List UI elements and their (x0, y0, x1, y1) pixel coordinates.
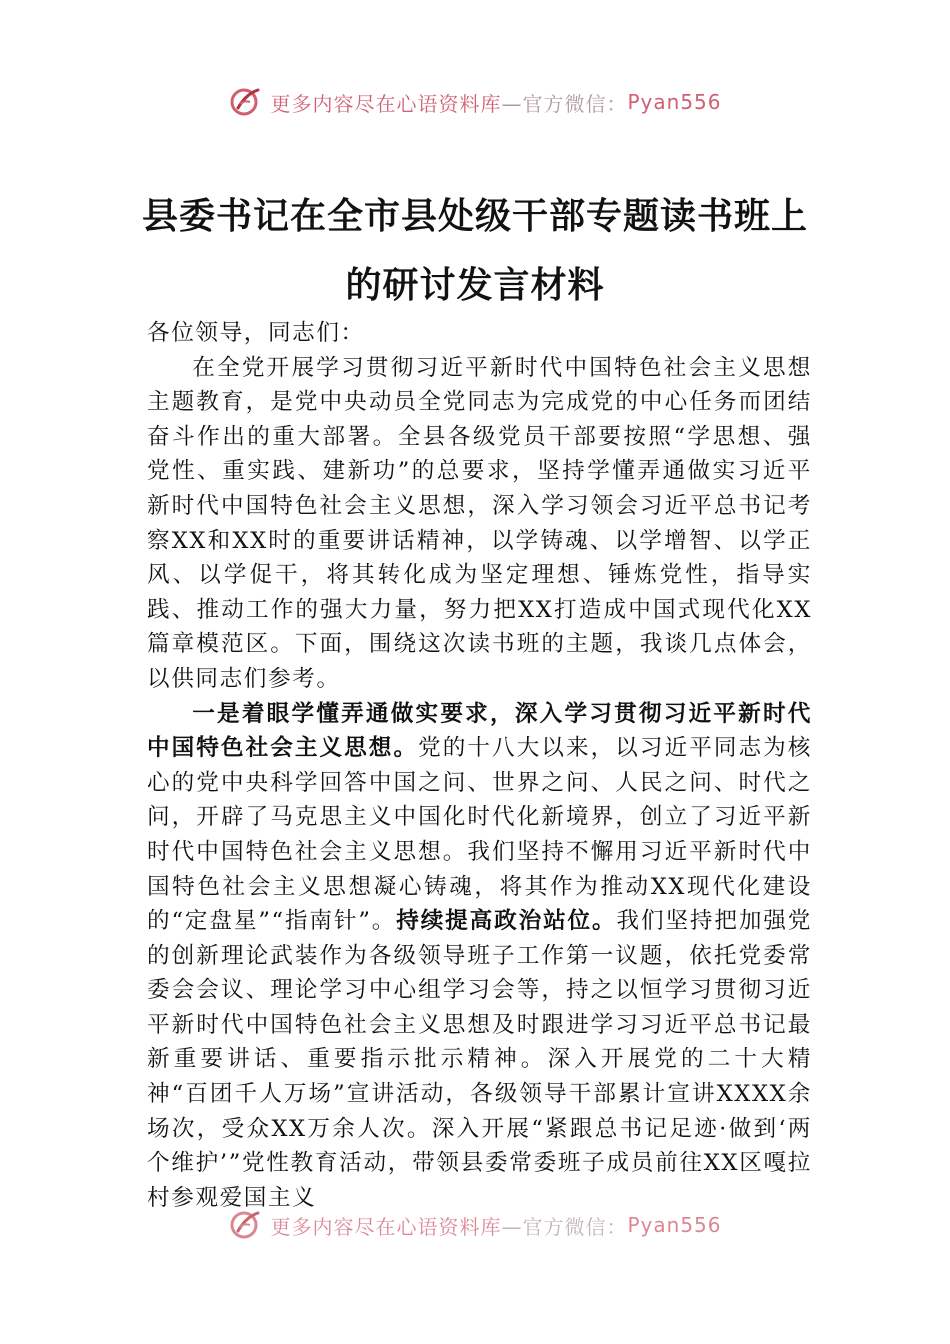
salutation: 各位领导，同志们： (147, 320, 365, 346)
point-one-text: 党的十八大以来，以习近平同志为核心的党中央科学回答中国之问、世界之问、人民之问、时代之问，开辟了马克思主义中国化时代化新境界，创立了习近平新时代中国特色社会主义思想。我们坚持不懈用习近平新时代中国特色社会主义思想凝心铸魂，将其作为推动XX现代化建设的“定盘星”“指南针”。 (147, 735, 812, 935)
document-title-line-1: 县委书记在全市县处级干部专题读书班上 (141, 195, 808, 237)
point-one-heading: 一是着眼学懂弄通做实要求，深入学习贯彻习近平新时代中国特色社会主义思想。 (147, 700, 812, 762)
watermark-wechat-id: Pyan556 (627, 90, 722, 114)
document-body-clip (0, 316, 950, 1218)
brush-logo-icon (228, 1207, 264, 1243)
brush-logo-icon (228, 84, 264, 120)
watermark-separator-text: —官方微信： (501, 91, 628, 116)
document-title-line-2: 的研讨发言材料 (345, 264, 605, 306)
paragraph-point-one (147, 697, 812, 1216)
watermark-separator-text: —官方微信： (501, 1214, 628, 1239)
paragraph-intro: 在全党开展学习贯彻习近平新时代中国特色社会主义思想主题教育，是党中央动员全党同志为完成党的中心任务而团结奋斗作出的重大部署。全县各级党员干部要按照“学思想、强党性、重实践、建新功”的总要求，坚持学懂弄通做实习近平新时代中国特色社会主义思想，深入学习领会习近平总书记考察XX和XX时的重要讲话精神，以学铸魂、以学增智、以学正风、以学促干，将其转化成为坚定理想、锤炼党性，指导实践、推动工作的强大力量，努力把XX打造成中国式现代化XX篇章模范区。下面，围绕这次读书班的主题，我谈几点体会，以供同志们参考。 (147, 354, 812, 692)
point-one-subheading: 持续提高政治站位。 (396, 908, 617, 935)
watermark-main-text: 更多内容尽在心语资料库 (270, 91, 502, 116)
point-one-subtext: 我们坚持把加强党的创新理论武装作为各级领导班子工作第一议题，依托党委常委会会议、理论学习中心组学习会等，持之以恒学习贯彻习近平新时代中国特色社会主义思想及时跟进学习习近平总书记最新重要讲话、重要指示批示精神。深入开展党的二十大精神“百团千人万场”宣讲活动，各级领导干部累计宣讲XXXX余场次，受众XX万余人次。深入开展“紧跟总书记足迹·做到‘两个维护’”党性教育活动，带领县委常委班子成员前往XX区嘎拉村参观爱国主义 (147, 908, 813, 1211)
watermark-footer (0, 1205, 950, 1245)
document-body (147, 316, 812, 1215)
watermark-wechat-id: Pyan556 (627, 1213, 722, 1237)
watermark-header (0, 82, 950, 122)
watermark-main-text: 更多内容尽在心语资料库 (270, 1214, 502, 1239)
